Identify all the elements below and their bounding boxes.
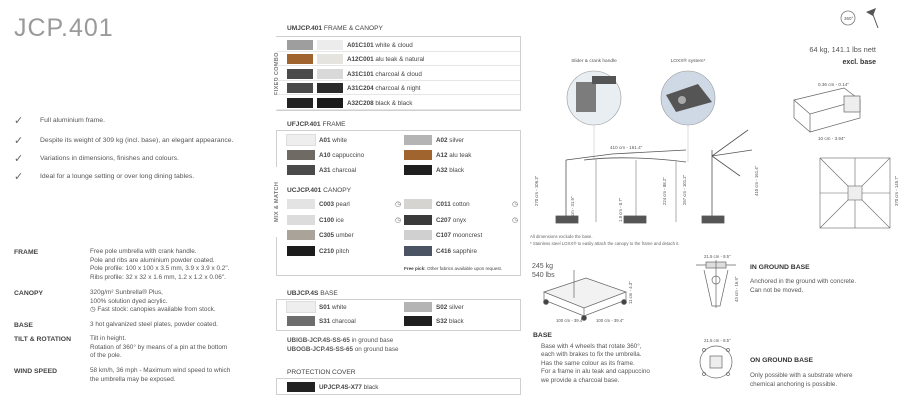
- base-color-swatch: [287, 302, 315, 312]
- feature-item: ✓ Despite its weight of 309 kg (incl. base), an elegant appearance.: [14, 135, 234, 147]
- spec-frame-value: Free pole umbrella with crank handle. Pole and ribs are aluminium powder coated. Pole profile: 100 x 100 x 3.5 mm, 3.9 x 3.9 x 0.2". Ribs profile: 32 x 32 x 1.6 mm, 1.2 x 1.2 x 0.06".: [90, 248, 230, 281]
- note-dimensions: All dimensions exclude the base.: [530, 234, 593, 239]
- base-color-swatch: [404, 302, 432, 312]
- profile-dim-2: 10 cm - 3.94": [818, 136, 846, 141]
- spec-canopy-label: CANOPY: [14, 290, 44, 297]
- frame-code: A02 silver: [436, 137, 465, 144]
- frame-code: A01 white: [319, 137, 348, 144]
- base-color-swatch: [287, 316, 315, 326]
- loxx-label: LOXX® system*: [670, 59, 706, 64]
- base-dim-2: 100 cm - 39.4": [596, 318, 624, 323]
- spec-frame-label: FRAME: [14, 249, 39, 256]
- on-ground-dim-1: 21.5 cm - 8.5": [704, 338, 731, 343]
- canopy-swatch: [317, 69, 343, 79]
- dim-h1: 270 cm - 106.3": [534, 175, 539, 206]
- base-weight-lbs: 540 lbs: [532, 272, 555, 279]
- combo-header: UMJCP.401 FRAME & CANOPY: [287, 25, 383, 32]
- mix-side-label: MIX & MATCH: [271, 167, 283, 237]
- frame-swatch: [287, 40, 313, 50]
- fast-stock-icon: ◷: [512, 216, 519, 224]
- combo-code: A12C001 alu teak & natural: [347, 56, 425, 64]
- pole-profile-drawing: [794, 88, 860, 132]
- product-title: JCP.401: [14, 14, 114, 42]
- canopy-color-swatch: [287, 230, 315, 240]
- fast-stock-icon: ◷: [395, 201, 402, 208]
- base-code: S31 charcoal: [319, 318, 356, 325]
- base-code: S02 silver: [436, 304, 464, 311]
- cover-code: UPJCP.4S-X77 black: [319, 384, 379, 391]
- fast-stock-icon: ◷: [395, 216, 402, 224]
- umbrella-top-view: [820, 158, 890, 228]
- check-icon: ✓: [14, 171, 24, 183]
- on-ground-text: Only possible with a substrate where chemical anchoring is possible.: [750, 372, 853, 388]
- frame-color-swatch: [287, 150, 315, 160]
- canopy-code: C100 ice: [319, 216, 344, 224]
- canopy-swatch: [317, 54, 343, 64]
- dim-h6: 1.8 cm - 0.7": [618, 197, 623, 222]
- dim-width: 410 cm - 161.4": [610, 145, 643, 150]
- frame-code: A31 charcoal: [319, 167, 357, 174]
- canopy-code: C107 mooncrest: [436, 232, 483, 239]
- cover-swatch: [287, 382, 315, 392]
- canopy-swatch: [317, 40, 343, 50]
- feature-item: ✓ Full aluminium frame.: [14, 115, 105, 127]
- canopy-code: C011 cotton: [436, 201, 470, 208]
- frame-header: UFJCP.401 FRAME: [287, 121, 346, 128]
- on-ground-base-drawing: [700, 346, 732, 378]
- frame-swatch: [287, 83, 313, 93]
- canopy-color-swatch: [404, 230, 432, 240]
- fast-stock-icon: ◷: [90, 306, 96, 314]
- weight-note: excl. base: [842, 59, 876, 66]
- note-loxx: * Stainless steel LOXX® to easily attach the canopy to the frame and detach it.: [530, 241, 680, 246]
- in-ground-base-drawing: [696, 260, 736, 308]
- dim-sq: 370 cm - 145.7": [894, 175, 899, 206]
- check-icon: ✓: [14, 135, 24, 147]
- spec-wind-label: WIND SPEED: [14, 368, 58, 375]
- combo-code: A31C204 charcoal & night: [347, 85, 421, 93]
- base-code: S32 black: [436, 318, 464, 325]
- frame-color-swatch: [404, 135, 432, 145]
- frame-color-swatch: [287, 135, 315, 145]
- frame-color-swatch: [404, 150, 432, 160]
- canopy-color-swatch: [404, 246, 432, 256]
- feature-item: ✓ Variations in dimensions, finishes and colours.: [14, 153, 179, 165]
- umbrella-diagram: [526, 0, 900, 250]
- base-color-swatch: [404, 316, 432, 326]
- canopy-header: UCJCP.401 CANOPY: [287, 187, 352, 194]
- check-icon: ✓: [14, 153, 24, 165]
- spec-tilt-label: TILT & ROTATION: [14, 336, 72, 343]
- dim-h3: 257 cm - 101.2": [682, 174, 687, 205]
- profile-dim-1: 0.36 cm - 0.14": [818, 82, 849, 87]
- frame-color-swatch: [287, 165, 315, 175]
- frame-swatch: [287, 69, 313, 79]
- free-pick-note: Free pick: Other fabrics available upon request.: [404, 266, 503, 271]
- frame-code: A12 alu teak: [436, 152, 472, 159]
- combo-row: [277, 95, 520, 110]
- in-ground-text: Anchored in the ground with concrete. Can not be moved.: [750, 278, 857, 294]
- umbrella-side-view: [556, 130, 752, 223]
- in-ground-dim-2: 43 cm - 16.9": [734, 276, 739, 302]
- weight-text: 64 kg, 141.1 lbs nett: [809, 45, 876, 54]
- in-ground-dim-1: 21.5 cm - 8.5": [704, 254, 731, 259]
- dim-h4: 410 cm - 161.4": [754, 165, 759, 196]
- spec-wind-value: 58 km/h, 36 mph - Maximum wind speed to which the umbrella may be exposed.: [90, 367, 231, 383]
- base-weight-kg: 245 kg: [532, 263, 554, 270]
- canopy-code: C207 onyx: [436, 216, 467, 224]
- canopy-color-swatch: [287, 199, 315, 209]
- combo-table: [276, 36, 521, 111]
- canopy-code: C416 sapphire: [436, 247, 477, 255]
- base-drawing: [544, 270, 627, 321]
- combo-row: [277, 52, 520, 67]
- mix-match-table: [276, 130, 521, 276]
- canopy-color-swatch: [404, 215, 432, 225]
- spec-tilt-value: Tilt in height. Rotation of 360° by means of a pin at the bottom of the pole.: [90, 335, 228, 360]
- fast-stock-icon: ◷: [512, 201, 519, 208]
- base-code: S01 white: [319, 304, 347, 311]
- base-info-title: BASE: [533, 332, 552, 339]
- frame-code: A32 black: [436, 167, 465, 174]
- feature-item: ✓ Ideal for a lounge setting or over long dining tables.: [14, 171, 195, 183]
- frame-code: A10 cappuccino: [319, 152, 365, 159]
- spec-base-label: BASE: [14, 322, 33, 329]
- base-header: UBJCP.4S BASE: [287, 290, 338, 297]
- base-dim-1: 100 cm - 39.4": [556, 318, 584, 323]
- canopy-color-swatch: [287, 246, 315, 256]
- rotation-label: 360°: [844, 16, 854, 21]
- canopy-code: C210 pitch: [319, 247, 350, 255]
- base-dim-3: 11 cm - 4.3": [628, 281, 633, 304]
- ground-base-codes: UBIGB-JCP.4S-SS-65 in ground base UBOGB-JCP.4S-SS-65 on ground base: [287, 337, 399, 353]
- dim-h2: 224 cm - 88.2": [662, 177, 667, 205]
- canopy-color-swatch: [287, 215, 315, 225]
- canopy-swatch: [317, 98, 343, 108]
- combo-code: A32C208 black & black: [347, 99, 413, 107]
- spec-canopy-value: 320g/m² Sunbrella® Plus, 100% solution dyed acrylic. ◷ Fast stock: canopies available from stock.: [90, 289, 216, 314]
- cover-header: PROTECTION COVER: [287, 369, 356, 376]
- in-ground-title: IN GROUND BASE: [750, 264, 810, 271]
- frame-swatch: [287, 54, 313, 64]
- frame-color-swatch: [404, 165, 432, 175]
- check-icon: ✓: [14, 115, 24, 127]
- canopy-color-swatch: [404, 199, 432, 209]
- cover-table: [276, 378, 521, 395]
- slider-label: Slider & crank handle: [571, 59, 617, 64]
- base-info-text: Base with 4 wheels that rotate 360°, each with brakes to fix the umbrella. Has the same colour as its frame. For a frame in alu teak and cappuccino we provide a charcoal base.: [541, 343, 650, 384]
- on-ground-title: ON GROUND BASE: [750, 357, 814, 364]
- frame-swatch: [287, 98, 313, 108]
- combo-row: [277, 81, 520, 96]
- combo-code: A31C101 charcoal & cloud: [347, 70, 422, 78]
- canopy-code: C305 umber: [319, 232, 354, 239]
- spec-base-value: 3 hot galvanized steel plates, powder coated.: [90, 321, 218, 328]
- canopy-code: C003 pearl: [319, 201, 350, 208]
- combo-row: [277, 37, 520, 52]
- combo-row: [277, 66, 520, 81]
- dim-h5: 80 cm - 31.5": [570, 196, 575, 222]
- combo-side-label: FIXED COMBO: [271, 37, 283, 110]
- combo-code: A01C101 white & cloud: [347, 41, 413, 49]
- canopy-swatch: [317, 83, 343, 93]
- base-table: [276, 299, 521, 331]
